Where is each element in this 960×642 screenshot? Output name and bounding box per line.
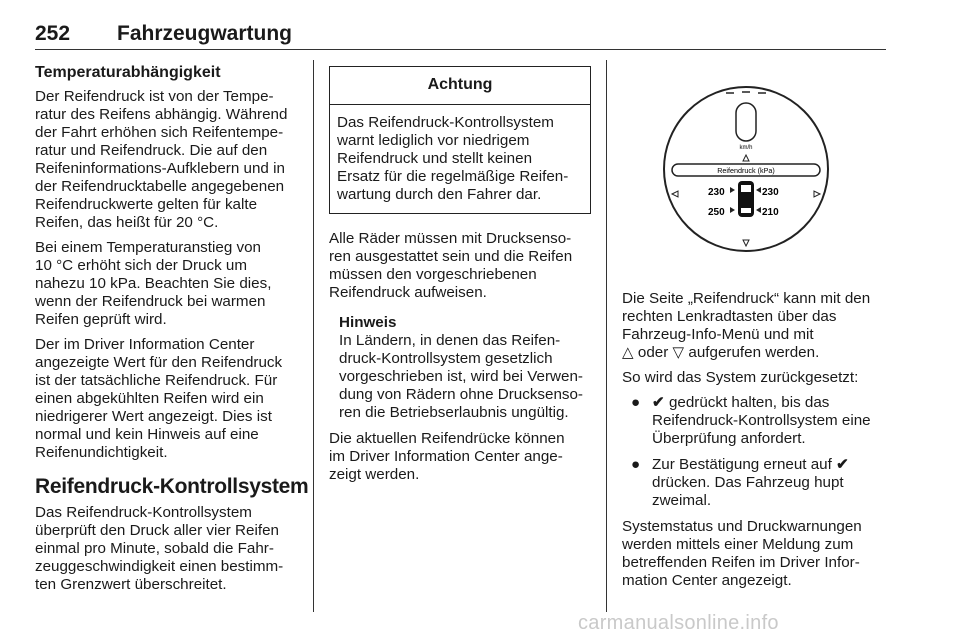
list-item (622, 394, 890, 448)
tire-pressure-display-figure (662, 85, 830, 253)
caution-text: Das Reifendruck-Kontrollsystem warnt lediglich vor niedrigem Reifendruck und stellt keinen Ersatz für die regelmäßige Reifen- wartung durch den Fahrer dar. (337, 114, 569, 203)
car-rear-window (741, 208, 751, 213)
page-number: 252 (35, 22, 71, 45)
paragraph-sensors: Alle Räder müssen mit Drucksenso- ren ausgestattet sein und die Reifen müssen den vorgeschriebenen Reifendruck aufweisen. (329, 230, 573, 301)
paragraph-temperature: Der Reifendruck ist von der Tempe- ratur des Reifens abhängig. Während der Fahrt erhöhen sich Reifentempe- ratur und Reifendruck. Die auf den Reifeninformations-Aufklebern und in der Reifendrucktabelle angegebenen Reifendruckwerte gelten für kalte Reifen, das heißt für 20 °C. (35, 88, 288, 231)
page-header (35, 16, 886, 50)
bullet-icon: ● (631, 456, 641, 473)
paragraph-temperature-rise: Bei einem Temperaturanstieg von 10 °C erhöht sich der Druck um nahezu 10 kPa. Beachten Sie dies, wenn der Reifendruck bei warmen Reifen geprüft wird. (35, 239, 272, 328)
column-divider-2 (606, 60, 607, 612)
pressure-rear-left: 250 (708, 207, 725, 218)
note-title: Hinweis (339, 314, 397, 331)
bullet-1-text: gedrückt halten, bis das Reifendruck-Kontrollsystem eine Überprüfung anfordert. (652, 394, 871, 447)
pressure-front-left: 230 (708, 187, 725, 198)
paragraph-page-access: Die Seite „Reifendruck“ kann mit den rechten Lenkradtasten über das Fahrzeug-Info-Menü und mit △ oder ▽ aufgerufen werden. (622, 290, 871, 361)
caution-body (330, 105, 590, 213)
section-heading-tpms: Reifendruck-Kontrollsystem (35, 475, 309, 498)
bullet-2-text: drücken. Das Fahrzeug hupt zweimal. (652, 474, 844, 509)
column-1 (35, 62, 309, 601)
speed-digit-zero (736, 103, 756, 141)
paragraph-dic-value: Der im Driver Information Center angezeigte Wert für den Reifendruck ist der tatsächliche Reifendruck. Für einen abgekühlten Reifen wird ein niedrigerer Wert angezeigt. Dies ist normal und kein Hinweis auf eine Reifenundichtigkeit. (35, 336, 283, 461)
reset-steps-list (622, 394, 890, 510)
bullet-icon: ● (631, 394, 641, 411)
paragraph-tpms-intro: Das Reifendruck-Kontrollsystem überprüft den Druck aller vier Reifen einmal pro Minute, sobald die Fahr- zeuggeschwindigkeit einen bestimm- ten Grenzwert überschreitet. (35, 504, 284, 593)
header-rule (35, 49, 886, 50)
caution-title: Achtung (330, 67, 590, 105)
paragraph-reset-intro: So wird das System zurückgesetzt: (622, 369, 859, 386)
pressure-front-right: 230 (762, 187, 779, 198)
column-divider-1 (313, 60, 314, 612)
checkmark-icon: ✔ (652, 394, 665, 411)
paragraph-status-messages: Systemstatus und Druckwarnungen werden mittels einer Meldung zum betreffenden Reifen im Driver Infor- mation Center angezeigt. (622, 518, 862, 589)
paragraph-current-pressure: Die aktuellen Reifendrücke können im Driver Information Center ange- zeigt werden. (329, 430, 565, 483)
note-box (339, 314, 591, 422)
list-item (622, 456, 890, 510)
note-text: In Ländern, in denen das Reifen- druck-Kontrollsystem gesetzlich vorgeschrieben ist, wird bei Verwen- dung von Rädern ohne Drucksenso- ren die Betriebserlaubnis ungültig. (339, 332, 583, 421)
checkmark-icon: ✔ (836, 456, 849, 473)
column-3 (622, 290, 890, 597)
tire-pressure-label: Reifendruck (kPa) (717, 166, 775, 175)
caution-box (329, 66, 591, 214)
pressure-rear-right: 210 (762, 207, 779, 218)
speed-unit: km/h (739, 145, 753, 151)
page-title: Fahrzeugwartung (117, 22, 293, 45)
watermark: carmanualsonline.info (578, 612, 779, 634)
subheading-temperature: Temperaturabhängigkeit (35, 64, 221, 81)
car-windshield (741, 185, 751, 192)
bullet-2-first-line: Zur Bestätigung erneut auf (652, 456, 837, 473)
column-2 (329, 62, 591, 491)
